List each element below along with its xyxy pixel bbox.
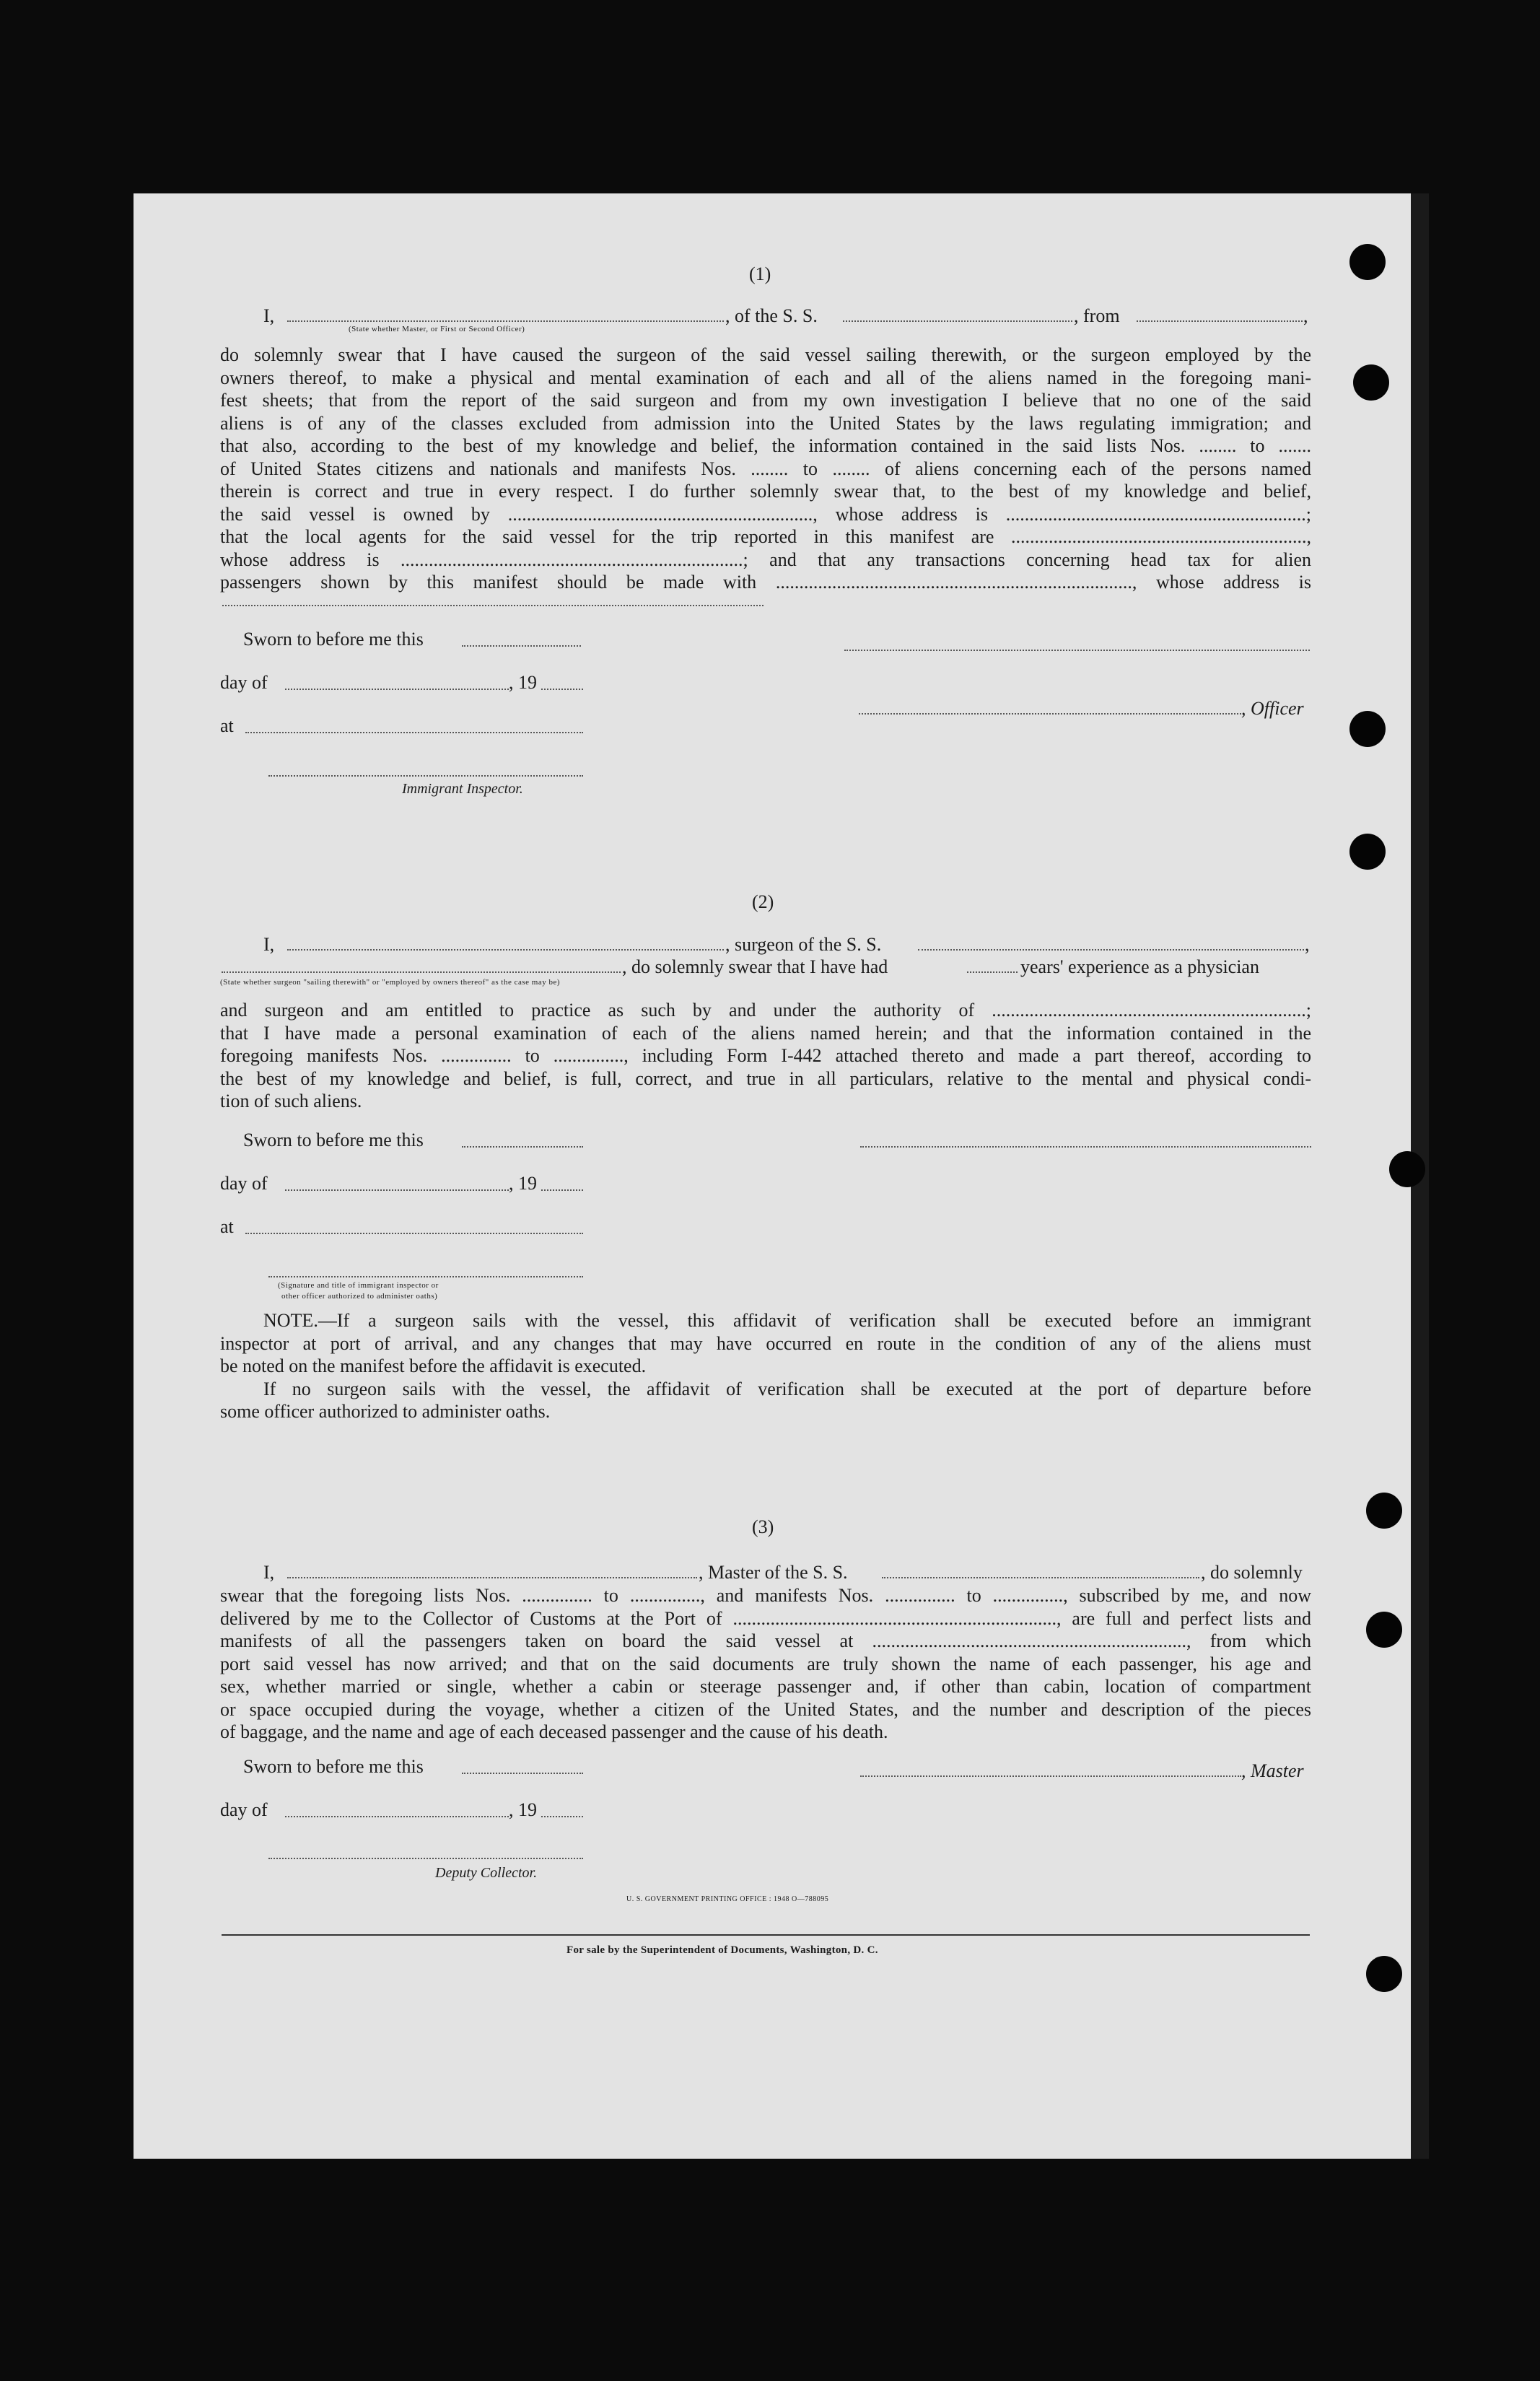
paragraph-line: therein is correct and true in every respect. I do further solemnly swear that, to the best of my knowledge and belief, [220,481,1311,502]
section-1-comma: , [1303,305,1308,326]
day-of-label: day of [220,1173,268,1194]
inspector-signature-line[interactable] [268,775,583,777]
paragraph-line: passengers shown by this manifest should be made with ............................................................................, whose address is [220,572,1311,593]
paragraph-line: port said vessel has now arrived; and that on the said documents are truly shown the name of each passenger, his age and [220,1653,1311,1674]
officer-signature-line-1[interactable] [844,650,1310,651]
section-2-i-label: I, [263,934,275,955]
years-experience-label: years' experience as a physician [1020,956,1259,977]
note-line: NOTE.—If a surgeon sails with the vessel, this affidavit of verification shall be executed before an immigrant [263,1310,1311,1331]
year-label: , 19 [509,1799,537,1820]
paragraph-line: swear that the foregoing lists Nos. ............... to ..............., and manifests Nos. ............... to ..............., subscribed by me, and now [220,1585,1311,1606]
signature-note-line-1: (Signature and title of immigrant inspector or [278,1281,439,1290]
surgeon-of-ss-label: , surgeon of the S. S. [725,934,882,955]
paragraph-line: of United States citizens and nationals and manifests Nos. ........ to ........ of aliens concerning each of the persons named [220,458,1311,479]
note-line: inspector at port of arrival, and any changes that may have occurred en route in the condition of any of the aliens must [220,1332,1311,1354]
day-of-field[interactable] [285,689,509,690]
section-2-note [220,1309,1311,1423]
year-field[interactable] [541,689,583,690]
paragraph-line: manifests of all the passengers taken on board the said vessel at ..................................................................., from which [220,1630,1311,1651]
surgeon-signature-line[interactable] [860,1146,1311,1148]
day-of-label: day of [220,1799,268,1820]
vessel-name-field[interactable] [843,320,1072,322]
master-label: , Master [1241,1760,1304,1781]
sworn-date-field[interactable] [462,1773,583,1774]
signature-note-line-2: other officer authorized to administer oaths) [281,1292,438,1301]
master-vessel-field[interactable] [882,1577,1199,1578]
paragraph-line: of baggage, and the name and age of each deceased passenger and the cause of his death. [220,1721,888,1742]
surgeon-status-note: (State whether surgeon "sailing therewith" or "employed by owners thereof" as the case may be) [220,978,561,987]
year-field[interactable] [541,1816,583,1817]
years-experience-field[interactable] [967,971,1018,973]
officer-title-note: (State whether Master, or First or Second Officer) [349,325,525,333]
year-label: , 19 [509,1173,537,1194]
master-name-field[interactable] [287,1577,697,1578]
paragraph-line: or space occupied during the voyage, whether a citizen of the United States, and the number and description of the pieces [220,1698,1311,1720]
year-label: , 19 [509,672,537,693]
paragraph-line: the said vessel is owned by ................................................................., whose address is ................................................................; [220,503,1311,525]
paragraph-line: foregoing manifests Nos. ............... to ..............., including Form I-442 attached thereto and made a part thereof, according to [220,1045,1311,1066]
paragraph-line: aliens is of any of the classes excluded from admission into the United States by the laws regulating immigration; and [220,412,1311,434]
deputy-signature-line[interactable] [268,1858,583,1859]
sworn-label: Sworn to before me this [243,1130,424,1150]
day-of-label: day of [220,672,268,693]
deputy-collector-label: Deputy Collector. [435,1865,538,1881]
section-1-from-label: , from [1074,305,1120,326]
footer-rule [222,1934,1310,1936]
section-1-of-ss-label: , of the S. S. [725,305,818,326]
surgeon-vessel-field[interactable] [918,949,1304,951]
inspector-label: Immigrant Inspector. [402,781,523,797]
note-line: be noted on the manifest before the affidavit is executed. [220,1355,647,1376]
sworn-label: Sworn to before me this [243,1756,424,1777]
paragraph-line: that also, according to the best of my knowledge and belief, the information contained in the said lists Nos. ........ to ....... [220,435,1311,456]
section-2-paragraph [220,999,1311,1113]
paragraph-line: delivered by me to the Collector of Customs at the Port of ....................................................................., are full and perfect lists and [220,1607,1311,1629]
paragraph-line: the best of my knowledge and belief, is full, correct, and true in all particulars, relative to the mental and physical condi- [220,1067,1311,1089]
binder-hole [1389,1151,1425,1187]
paragraph-line: owners thereof, to make a physical and mental examination of each and all of the aliens named in the foregoing mani- [220,367,1311,388]
section-3-number: (3) [752,1516,774,1537]
year-field[interactable] [541,1189,583,1191]
paragraph-line: fest sheets; that from the report of the said surgeon and from my own investigation I believe that no one of the said [220,390,1311,411]
binder-hole [1349,711,1386,747]
section-3-i-label: I, [263,1562,275,1583]
paragraph-line: sex, whether married or single, whether a cabin or steerage passenger and, if other than cabin, location of compartment [220,1676,1311,1697]
binder-hole [1366,1612,1402,1648]
note-line: If no surgeon sails with the vessel, the affidavit of verification shall be executed at the port of departure before [263,1378,1311,1399]
section-2-comma: , [1305,934,1310,955]
do-solemnly-label: , do solemnly [1201,1562,1303,1583]
master-signature-line[interactable] [860,1775,1241,1777]
master-of-ss-label: , Master of the S. S. [699,1562,848,1583]
sale-notice: For sale by the Superintendent of Documents, Washington, D. C. [566,1944,878,1956]
sworn-date-field[interactable] [462,645,581,647]
from-port-field[interactable] [1137,320,1303,322]
paragraph-line: and surgeon and am entitled to practice as such by and under the authority of ...................................................................; [220,1000,1311,1021]
paragraph-line: tion of such aliens. [220,1091,362,1111]
section-1-number: (1) [749,263,771,284]
surgeon-swear-label: , do solemnly swear that I have had [622,956,888,977]
sworn-date-field[interactable] [462,1146,583,1148]
section-2-number: (2) [752,891,774,912]
binder-hole [1366,1493,1402,1529]
officer-signature-line-2[interactable] [859,713,1241,715]
paragraph-line: whose address is .........................................................................; and that any transactions concerning head tax for alien [220,549,1311,570]
paragraph-line: do solemnly swear that I have caused the surgeon of the said vessel sailing therewith, or the surgeon employed by the [220,344,1311,365]
gpo-imprint: U. S. GOVERNMENT PRINTING OFFICE : 1948 O—788095 [626,1895,829,1903]
at-label: at [220,715,234,736]
surgeon-status-field[interactable] [222,971,621,973]
address-field[interactable] [222,605,764,606]
inspector-signature-line[interactable] [268,1276,583,1277]
paragraph-line: that the local agents for the said vessel for the trip reported in this manifest are ..............................................................., [220,526,1311,547]
section-1-i-label: I, [263,305,275,326]
note-line: some officer authorized to administer oaths. [220,1401,551,1422]
at-field[interactable] [245,1233,583,1234]
binder-hole [1349,244,1386,280]
section-3-paragraph [220,1584,1311,1744]
officer-label: , Officer [1241,698,1304,719]
binder-hole [1349,834,1386,870]
sworn-label: Sworn to before me this [243,629,424,650]
binder-hole [1353,364,1389,401]
surgeon-name-field[interactable] [287,949,724,951]
section-1-paragraph [220,344,1311,594]
paragraph-line: that I have made a personal examination of each of the aliens named herein; and that the information contained in the [220,1022,1311,1044]
binder-hole [1366,1956,1402,1992]
day-of-field[interactable] [285,1816,509,1817]
at-label: at [220,1216,234,1237]
at-field[interactable] [245,732,583,733]
officer-name-field[interactable] [287,320,724,322]
day-of-field[interactable] [285,1189,509,1191]
